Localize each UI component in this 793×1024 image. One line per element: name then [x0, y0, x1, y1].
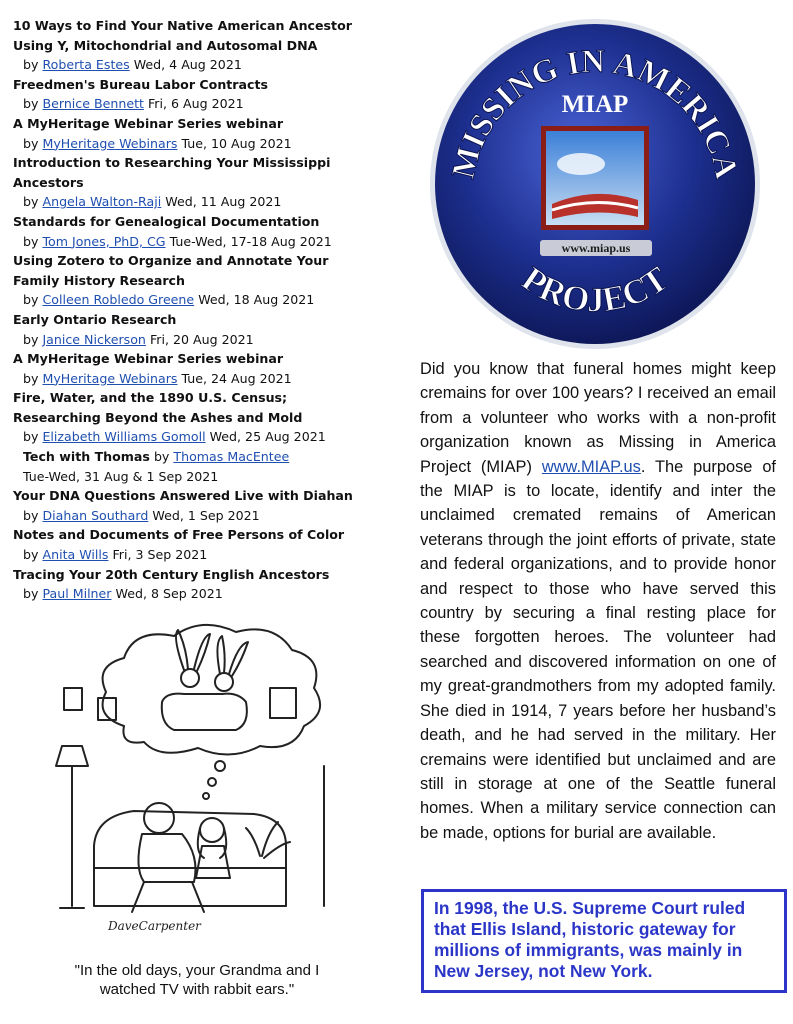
badge-arc-project: PROJECT	[514, 258, 676, 320]
webinar-date: Tue-Wed, 31 Aug & 1 Sep 2021	[23, 468, 219, 484]
webinar-item	[13, 153, 368, 212]
girl-body	[196, 846, 230, 878]
grandpa-head	[144, 803, 174, 833]
webinar-date: Wed, 18 Aug 2021	[198, 292, 315, 308]
webinar-item	[13, 565, 368, 604]
presenter-link[interactable]: MyHeritage Webinars	[42, 135, 178, 151]
webinar-item	[13, 212, 368, 251]
rabbit-ears-cartoon	[24, 606, 374, 946]
fact-box: In 1998, the U.S. Supreme Court ruled that Ellis Island, historic gateway for millions of immigrants, was mainly in New Jersey, not New York.	[421, 889, 787, 993]
lamp-shade-icon	[56, 746, 88, 766]
webinar-title: Notes and Documents of Free Persons of Color	[13, 527, 345, 543]
by-label: by	[23, 507, 39, 523]
bubble-rabbit-ear-icon	[194, 634, 210, 671]
webinar-date: Wed, 1 Sep 2021	[152, 507, 260, 523]
webinar-item	[13, 251, 368, 310]
webinar-date: Tue, 24 Aug 2021	[181, 370, 292, 386]
girl-head	[200, 818, 224, 842]
webinar-item	[13, 447, 368, 486]
article-text-continued: . The purpose of the MIAP is to locate, identify and inter the unclaimed cremated remains of American veterans through the joint efforts of private, state and federal organizations, and to provide honor and respect to those who have served this country by securing a final resting place for these forgotten heroes. The volunteer had searched and discovered information on one of my great-grandmothers from my adopted family. She died in 1914, 7 years before her husband’s death, and he had served in the military. Her cremains were identified but unclaimed and are still in storage at one of the Seattle funeral homes. When a military service connection can be made, options for burial are available.	[420, 457, 776, 842]
webinar-title: Freedmen's Bureau Labor Contracts	[13, 76, 268, 92]
wall-picture	[64, 688, 82, 710]
webinar-date: Wed, 25 Aug 2021	[209, 429, 326, 445]
presenter-link[interactable]: Colleen Robledo Greene	[42, 292, 195, 308]
grandpa-legs	[132, 882, 204, 912]
webinar-list	[13, 16, 368, 604]
by-label: by	[23, 547, 39, 563]
webinar-title: Tracing Your 20th Century English Ancestors	[13, 566, 330, 582]
webinar-item	[13, 388, 368, 447]
badge-url: www.miap.us	[561, 241, 631, 255]
webinar-item	[13, 75, 368, 114]
webinar-title: Your DNA Questions Answered Live with Diahan	[13, 488, 353, 504]
bubble-rabbit-ear-icon	[176, 630, 188, 670]
presenter-link[interactable]: Elizabeth Williams Gomoll	[42, 429, 206, 445]
caption-line: watched TV with rabbit ears."	[99, 981, 295, 998]
presenter-link[interactable]: MyHeritage Webinars	[42, 370, 178, 386]
by-label: by	[23, 57, 39, 73]
bubble-tv-icon	[270, 688, 296, 718]
lamp-stand	[60, 766, 84, 908]
webinar-title: Standards for Genealogical Documentation	[13, 213, 320, 229]
presenter-link[interactable]: Roberta Estes	[42, 57, 130, 73]
webinar-title: Tech with Thomas	[23, 449, 150, 465]
by-label: by	[23, 586, 39, 602]
article-paragraph	[420, 357, 776, 845]
presenter-link[interactable]: Tom Jones, PhD, CG	[42, 233, 166, 249]
webinar-date: Tue, 10 Aug 2021	[181, 135, 292, 151]
thought-dot	[208, 778, 216, 786]
caption-line: "In the old days, your Grandma and I	[74, 962, 320, 979]
webinar-title: A MyHeritage Webinar Series webinar	[13, 351, 284, 367]
bubble-rabbit-ear-icon	[217, 636, 224, 674]
webinar-title: A MyHeritage Webinar Series webinar	[13, 115, 284, 131]
webinar-date: Wed, 4 Aug 2021	[133, 57, 242, 73]
by-label: by	[23, 429, 39, 445]
presenter-link[interactable]: Bernice Bennett	[42, 96, 144, 112]
sofa	[94, 811, 286, 906]
by-label: by	[23, 370, 39, 386]
by-label: by	[23, 233, 39, 249]
webinar-date: Tue-Wed, 17-18 Aug 2021	[169, 233, 332, 249]
webinar-date: Wed, 8 Sep 2021	[115, 586, 223, 602]
badge-cloud	[557, 153, 605, 175]
webinar-title: 10 Ways to Find Your Native American Ancestor Using Y, Mitochondrial and Autosomal DNA	[13, 18, 352, 53]
badge-arc-title: MISSING IN AMERICA	[445, 43, 745, 183]
by-label: by	[23, 331, 39, 347]
miap-badge-logo	[415, 14, 775, 354]
presenter-link[interactable]: Thomas MacEntee	[173, 449, 290, 465]
webinar-item	[13, 310, 368, 349]
webinar-item	[13, 525, 368, 564]
webinar-item	[13, 16, 368, 75]
presenter-link[interactable]: Anita Wills	[42, 547, 109, 563]
presenter-link[interactable]: Paul Milner	[42, 586, 112, 602]
webinar-date: Fri, 3 Sep 2021	[112, 547, 208, 563]
webinar-date: Wed, 11 Aug 2021	[165, 194, 282, 210]
by-label: by	[153, 449, 170, 465]
thought-bubble	[103, 625, 321, 755]
cartoon-caption	[22, 961, 372, 999]
presenter-link[interactable]: Janice Nickerson	[42, 331, 146, 347]
badge-acronym: MIAP	[561, 91, 629, 118]
webinar-title: Using Zotero to Organize and Annotate Your Family History Research	[13, 253, 329, 288]
bubble-sofa	[162, 694, 247, 730]
article-text: Did you know that funeral homes might keep cremains for over 100 years? I received an email from a volunteer who works with a non-profit organization known as Missing in America Project (MIAP)	[420, 360, 776, 476]
presenter-link[interactable]: Diahan Southard	[42, 507, 149, 523]
webinar-title: Introduction to Researching Your Mississippi Ancestors	[13, 155, 331, 190]
by-label: by	[23, 292, 39, 308]
webinar-title: Fire, Water, and the 1890 U.S. Census; Researching Beyond the Ashes and Mold	[13, 390, 303, 425]
webinar-item	[13, 349, 368, 388]
webinar-date: Fri, 20 Aug 2021	[149, 331, 254, 347]
by-label: by	[23, 194, 39, 210]
cartoon-signature: DaveCarpenter	[108, 919, 201, 933]
webinar-date: Fri, 6 Aug 2021	[147, 96, 244, 112]
bubble-wife-head	[215, 673, 233, 691]
plant-icon	[246, 822, 290, 858]
miap-link[interactable]: www.MIAP.us	[541, 457, 641, 476]
presenter-link[interactable]: Angela Walton-Raji	[42, 194, 162, 210]
thought-dot	[215, 761, 225, 771]
webinar-item	[13, 486, 368, 525]
webinar-item	[13, 114, 368, 153]
by-label: by	[23, 96, 39, 112]
thought-dot	[203, 793, 209, 799]
grandpa-body	[138, 834, 195, 882]
bubble-rabbit-ear-icon	[229, 642, 248, 676]
by-label: by	[23, 135, 39, 151]
webinar-title: Early Ontario Research	[13, 311, 177, 327]
